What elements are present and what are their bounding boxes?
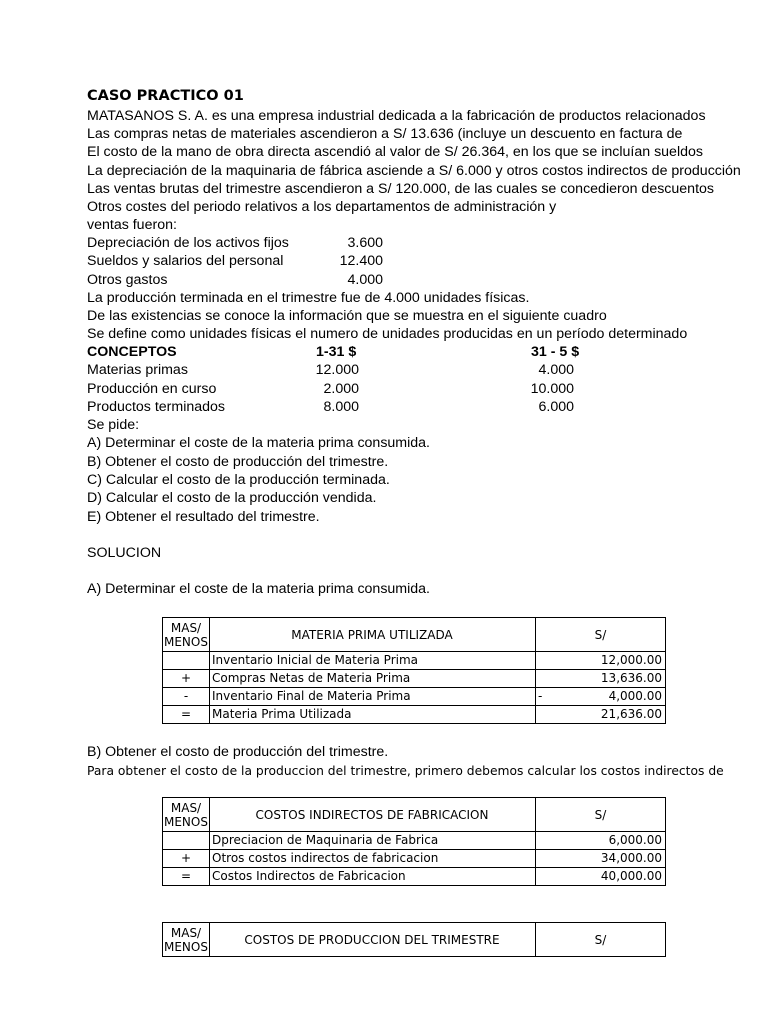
paragraph-line: El costo de la mano de obra directa ascendió al valor de S/ 26.364, en los que se incluían sueldos [87,144,703,160]
paragraph-line: Las ventas brutas del trimestre ascendieron a S/ 120.000, de las cuales se concedieron descuentos [87,181,714,197]
other-cost-value: 12.400 [339,253,383,269]
part-a-heading: A) Determinar el coste de la materia prima consumida. [87,581,431,597]
table-row: = Costos Indirectos de Fabricacion 40,000.00 [163,868,666,886]
question-d: D) Calcular el costo de la producción vendida. [87,490,377,506]
question-b: B) Obtener el costo de producción del trimestre. [87,454,389,470]
col-amount-header: S/ [536,798,666,832]
ask-label: Se pide: [87,417,140,433]
inventory-header-start: 1-31 $ [316,344,357,360]
solution-label: SOLUCION [87,545,162,561]
question-e: E) Obtener el resultado del trimestre. [87,509,320,525]
production-cost-table [162,922,666,957]
other-cost-label: Depreciación de los activos fijos [87,235,289,251]
other-cost-label: Sueldos y salarios del personal [87,253,284,269]
other-cost-value: 4.000 [347,272,383,288]
table-row: Inventario Inicial de Materia Prima 12,000.00 [163,652,666,670]
inventory-row-end: 4.000 [538,362,574,378]
case-title: CASO PRACTICO 01 [87,88,244,104]
inventory-row-start: 12.000 [315,362,359,378]
col-amount-header: S/ [536,923,666,957]
raw-material-table [162,617,666,724]
paragraph-line: Otros costes del periodo relativos a los departamentos de administración y [87,199,557,215]
col-desc-header: COSTOS DE PRODUCCION DEL TRIMESTRE [210,923,536,957]
table-row: = Materia Prima Utilizada 21,636.00 [163,706,666,724]
part-b-note: Para obtener el costo de la produccion del trimestre, primero debemos calcular los costos indirectos de [87,764,724,778]
paragraph-line: Las compras netas de materiales ascendieron a S/ 13.636 (incluye un descuento en factura de [87,126,683,142]
negative-marker: - [538,689,543,703]
part-b-heading: B) Obtener el costo de producción del trimestre. [87,744,389,760]
paragraph-line: La producción terminada en el trimestre fue de 4.000 unidades físicas. [87,290,530,306]
inventory-row-label: Producción en curso [87,381,217,397]
paragraph-line: Se define como unidades físicas el numero de unidades producidas en un período determinado [87,326,688,342]
indirect-costs-table [162,797,666,886]
col-desc-header: MATERIA PRIMA UTILIZADA [210,618,536,652]
table-row: Dpreciacion de Maquinaria de Fabrica 6,000.00 [163,832,666,850]
col-desc-header: COSTOS INDIRECTOS DE FABRICACION [210,798,536,832]
col-amount-header: S/ [536,618,666,652]
paragraph-line: De las existencias se conoce la información que se muestra en el siguiente cuadro [87,308,607,324]
question-a: A) Determinar el coste de la materia prima consumida. [87,435,431,451]
other-cost-label: Otros gastos [87,272,168,288]
col-sign-header: MAS/ MENOS [163,798,210,832]
table-row: - Inventario Final de Materia Prima - 4,000.00 [163,688,666,706]
question-c: C) Calcular el costo de la producción terminada. [87,472,390,488]
table-row: + Otros costos indirectos de fabricacion 34,000.00 [163,850,666,868]
inventory-row-label: Productos terminados [87,399,226,415]
inventory-row-start: 2.000 [323,381,359,397]
paragraph-line: ventas fueron: [87,217,177,233]
other-cost-value: 3.600 [347,235,383,251]
inventory-header-end: 31 - 5 $ [531,344,580,360]
inventory-row-end: 10.000 [530,381,574,397]
inventory-row-label: Materias primas [87,362,188,378]
col-sign-header: MAS/ MENOS [163,923,210,957]
inventory-row-end: 6.000 [538,399,574,415]
col-sign-header: MAS/ MENOS [163,618,210,652]
paragraph-line: MATASANOS S. A. es una empresa industrial dedicada a la fabricación de productos relacionados [87,108,706,124]
table-row: + Compras Netas de Materia Prima 13,636.00 [163,670,666,688]
inventory-row-start: 8.000 [323,399,359,415]
paragraph-line: La depreciación de la maquinaria de fábrica asciende a S/ 6.000 y otros costos indirectos de producción [87,163,741,179]
inventory-header-concepts: CONCEPTOS [87,344,177,360]
